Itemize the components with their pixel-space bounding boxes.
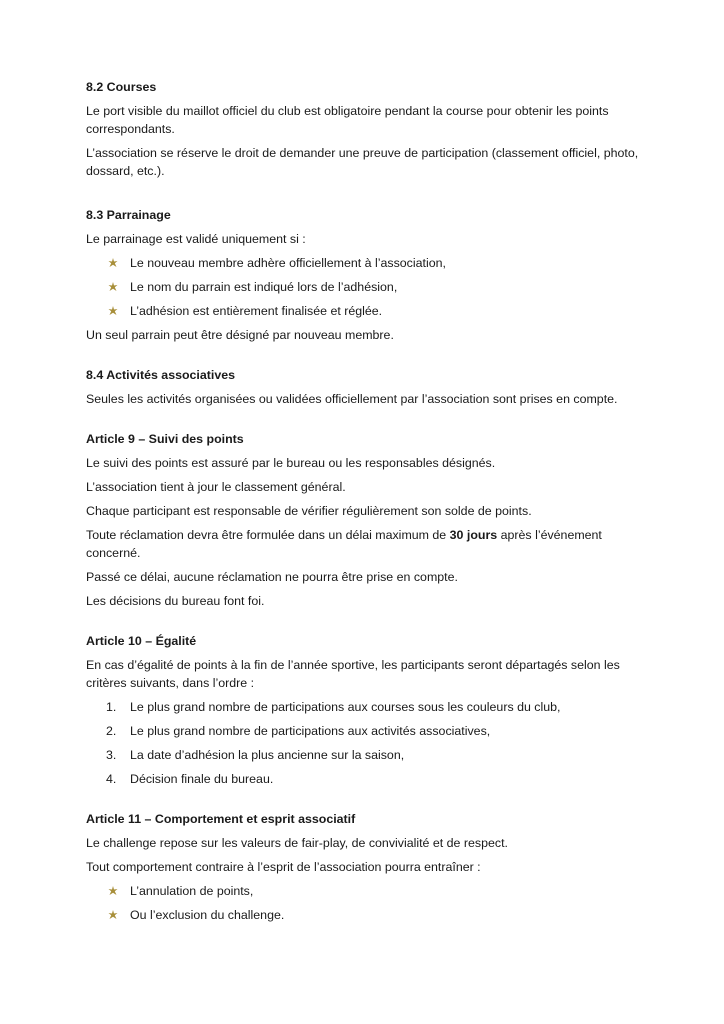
list-number: 4. bbox=[106, 772, 117, 786]
list-item-text: Le plus grand nombre de participations aux courses sous les couleurs du club, bbox=[130, 700, 561, 714]
list-number: 2. bbox=[106, 724, 117, 738]
section-8-3-parrainage bbox=[86, 206, 646, 344]
paragraph: Chaque participant est responsable de vérifier régulièrement son solde de points. bbox=[86, 504, 532, 518]
bullet-list bbox=[86, 254, 646, 320]
list-item bbox=[86, 254, 646, 272]
paragraph: Tout comportement contraire à l’esprit de l’association pourra entraîner : bbox=[86, 860, 481, 874]
document-page bbox=[86, 78, 646, 946]
gold-star-bullet-icon bbox=[108, 910, 118, 920]
list-item-text: Le plus grand nombre de participations aux activités associatives, bbox=[130, 724, 491, 738]
gold-star-bullet-icon bbox=[108, 282, 118, 292]
claim-text-before: Toute réclamation devra être formulée dans un délai maximum de bbox=[86, 528, 450, 542]
paragraph: Le challenge repose sur les valeurs de fair-play, de convivialité et de respect. bbox=[86, 836, 508, 850]
section-heading: Article 9 – Suivi des points bbox=[86, 432, 244, 446]
paragraph: Le parrainage est validé uniquement si : bbox=[86, 232, 306, 246]
paragraph: Les décisions du bureau font foi. bbox=[86, 594, 265, 608]
list-item bbox=[86, 278, 646, 296]
list-item bbox=[86, 906, 646, 924]
list-item bbox=[86, 722, 646, 740]
list-item-text: Le nom du parrain est indiqué lors de l’adhésion, bbox=[130, 280, 398, 294]
list-item bbox=[86, 698, 646, 716]
section-article-9 bbox=[86, 430, 646, 610]
section-8-2-courses bbox=[86, 78, 646, 180]
list-item-text: Ou l’exclusion du challenge. bbox=[130, 908, 285, 922]
section-heading: 8.3 Parrainage bbox=[86, 208, 171, 222]
paragraph: Le port visible du maillot officiel du club est obligatoire pendant la course pour obtenir les points correspondants. bbox=[86, 104, 609, 136]
list-item bbox=[86, 746, 646, 764]
paragraph: Passé ce délai, aucune réclamation ne pourra être prise en compte. bbox=[86, 570, 458, 584]
gold-star-bullet-icon bbox=[108, 306, 118, 316]
bullet-list bbox=[86, 882, 646, 924]
section-8-4-activites bbox=[86, 366, 646, 408]
paragraph: L’association se réserve le droit de demander une preuve de participation (classement officiel, photo, dossard, etc.). bbox=[86, 146, 639, 178]
section-heading: 8.2 Courses bbox=[86, 80, 157, 94]
paragraph: Seules les activités organisées ou validées officiellement par l’association sont prises en compte. bbox=[86, 392, 618, 406]
claim-paragraph bbox=[86, 526, 646, 562]
paragraph: Un seul parrain peut être désigné par nouveau membre. bbox=[86, 328, 394, 342]
section-article-11 bbox=[86, 810, 646, 924]
section-article-10 bbox=[86, 632, 646, 788]
paragraph: Le suivi des points est assuré par le bureau ou les responsables désignés. bbox=[86, 456, 496, 470]
paragraph: En cas d’égalité de points à la fin de l’année sportive, les participants seront départagés selon les critères suivants, dans l’ordre : bbox=[86, 658, 620, 690]
paragraph: L’association tient à jour le classement général. bbox=[86, 480, 346, 494]
section-heading: Article 11 – Comportement et esprit associatif bbox=[86, 812, 356, 826]
list-number: 3. bbox=[106, 748, 117, 762]
list-item-text: L’annulation de points, bbox=[130, 884, 254, 898]
list-item bbox=[86, 770, 646, 788]
gold-star-bullet-icon bbox=[108, 258, 118, 268]
list-item-text: L’adhésion est entièrement finalisée et réglée. bbox=[130, 304, 383, 318]
list-item bbox=[86, 882, 646, 900]
claim-deadline: 30 jours bbox=[449, 528, 498, 542]
list-item-text: Décision finale du bureau. bbox=[130, 772, 274, 786]
claim-text-after: après l’événement concerné. bbox=[86, 528, 602, 560]
list-item-text: Le nouveau membre adhère officiellement à l’association, bbox=[130, 256, 446, 270]
list-item-text: La date d’adhésion la plus ancienne sur la saison, bbox=[130, 748, 405, 762]
numbered-list bbox=[86, 698, 646, 788]
list-item bbox=[86, 302, 646, 320]
section-heading: 8.4 Activités associatives bbox=[86, 368, 236, 382]
section-heading: Article 10 – Égalité bbox=[86, 634, 197, 648]
list-number: 1. bbox=[106, 700, 117, 714]
gold-star-bullet-icon bbox=[108, 886, 118, 896]
